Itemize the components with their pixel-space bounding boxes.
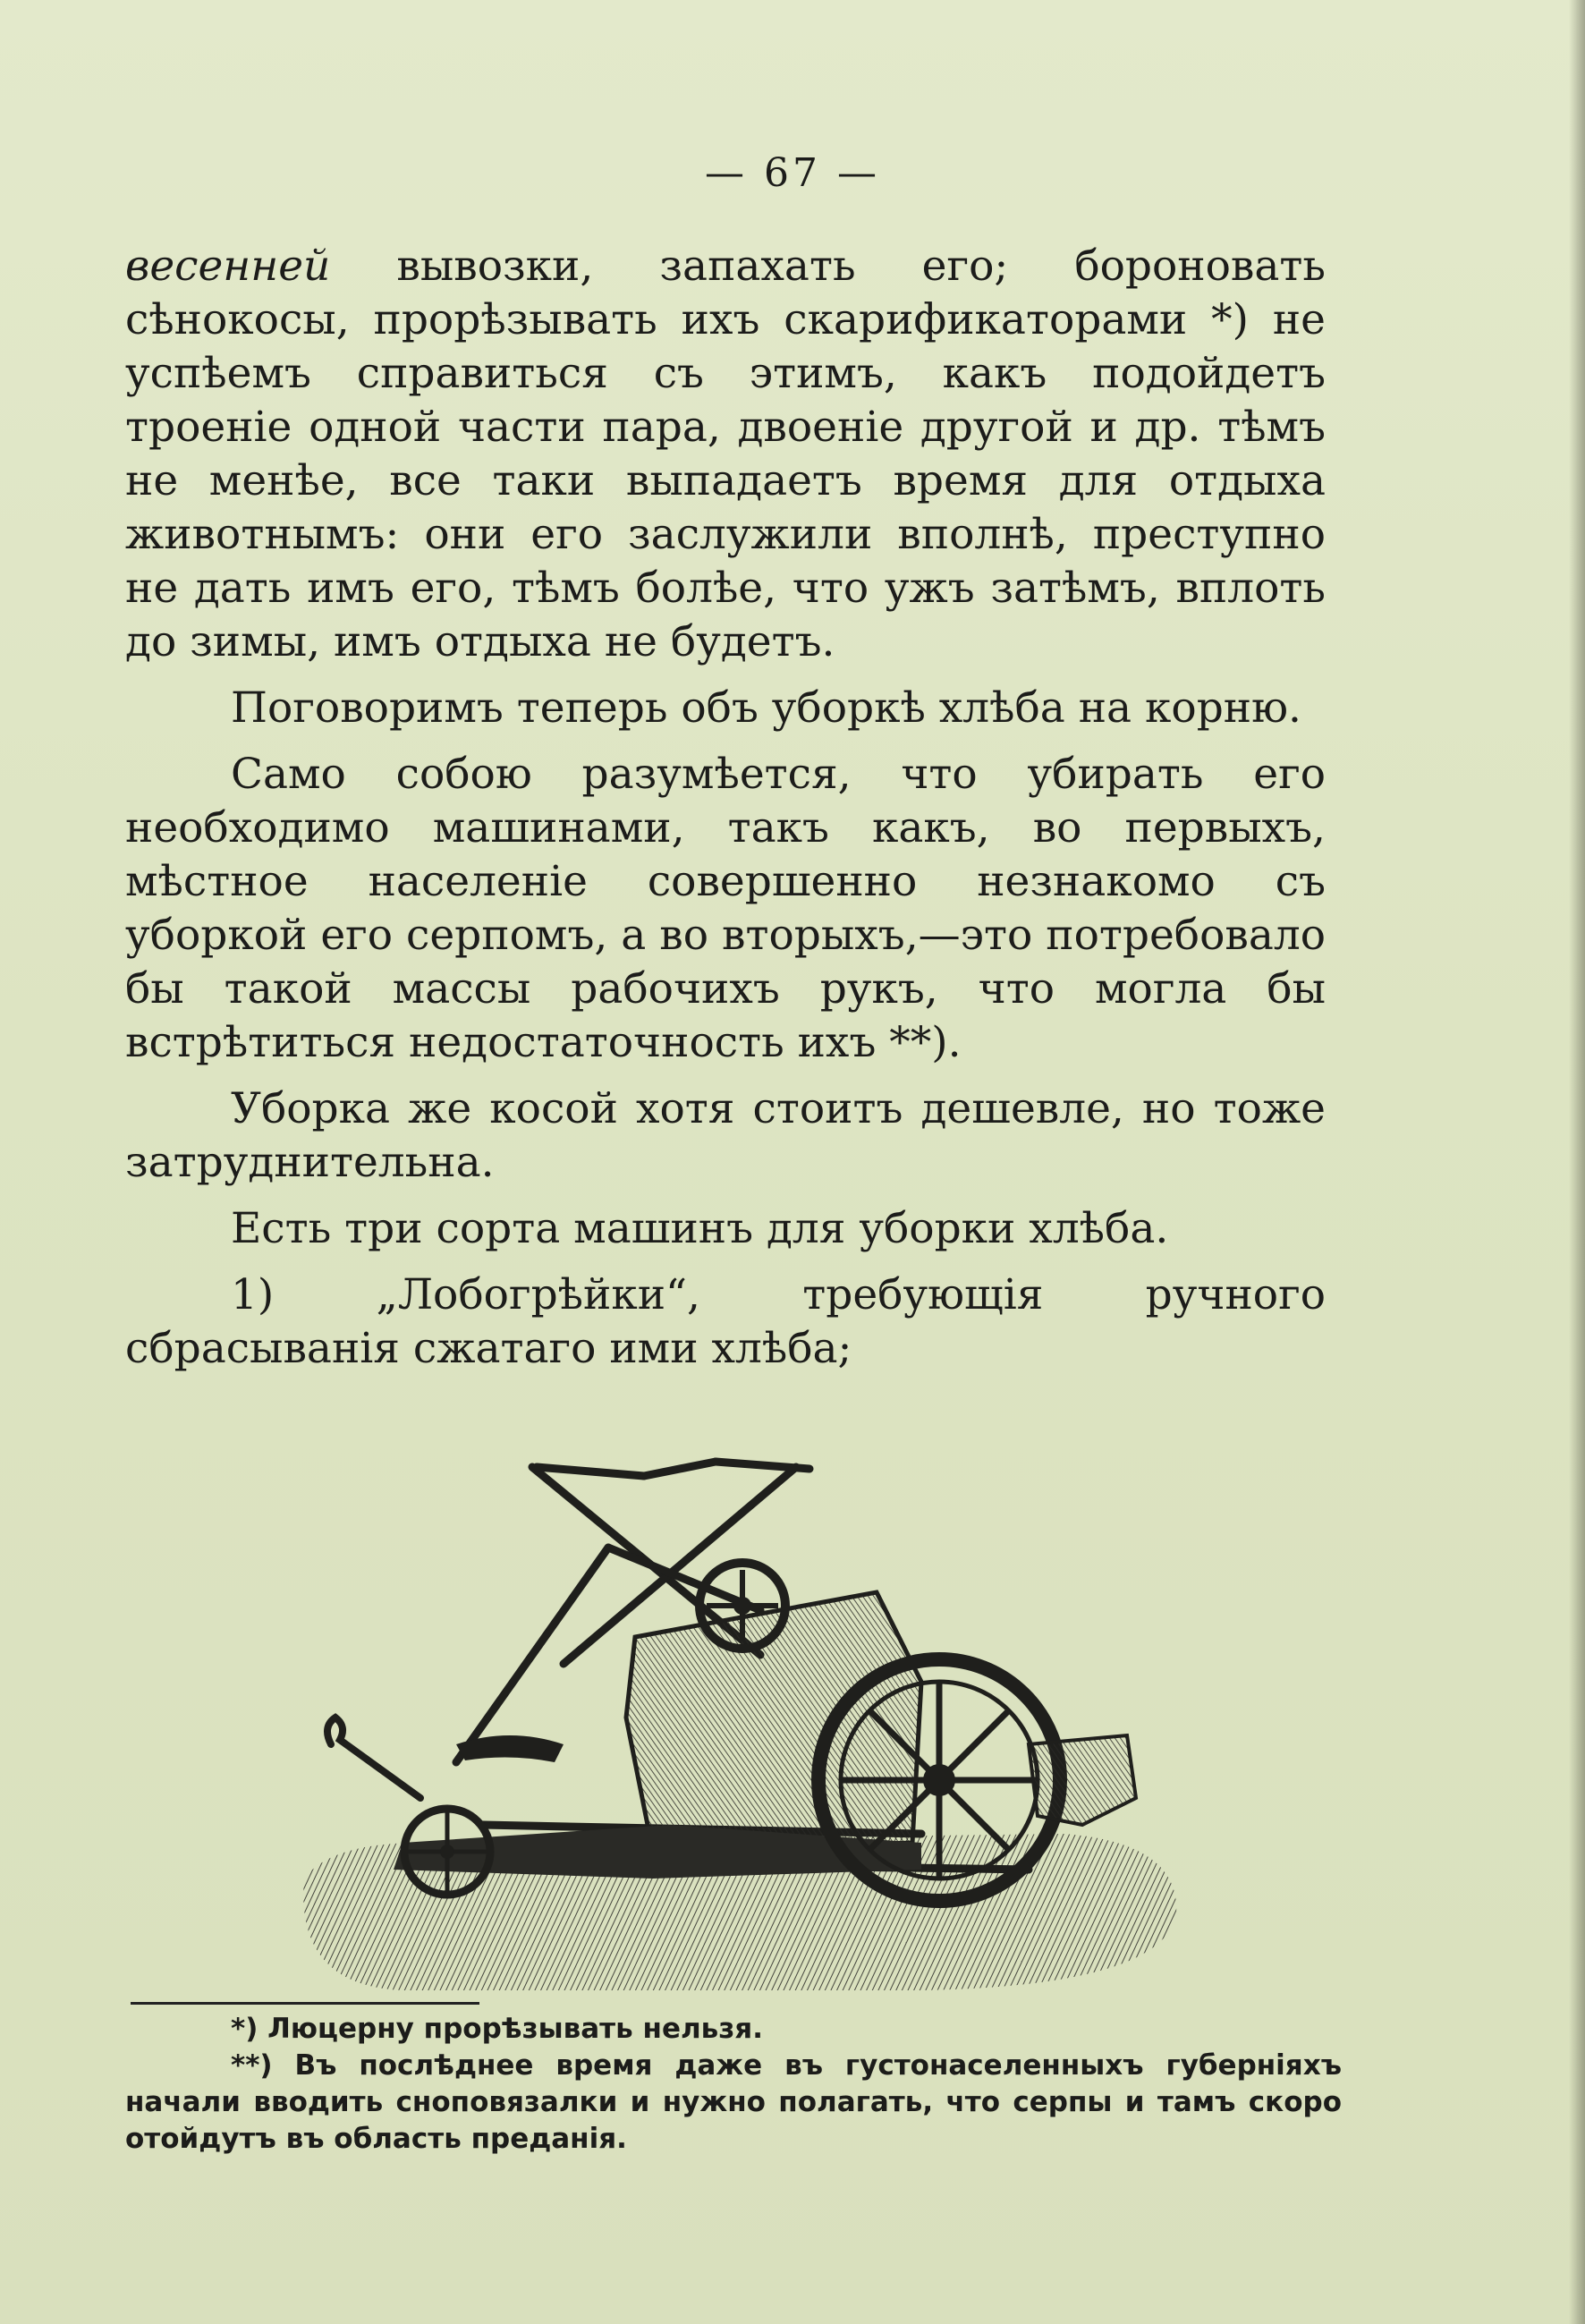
footnote-separator	[131, 2002, 479, 2005]
paragraph-1-italic-lead: весенней	[125, 242, 331, 291]
reaper-illustration	[295, 1449, 1190, 1995]
paragraph-1-text: вывозки, запахать его; бороновать сѣнокосы, прорѣзывать ихъ скарификаторами *) не успѣемъ справиться съ этимъ, какъ подойдетъ троеніе одной части пара, двоеніе другой и др. тѣмъ не менѣе, все таки выпадаетъ время для отдыха животнымъ: они его заслужили вполнѣ, преступно не дать имъ его, тѣмъ болѣе, что ужъ затѣмъ, вплоть до зимы, имъ отдыха не будетъ.	[125, 242, 1326, 666]
body-text	[125, 240, 1326, 1388]
rear-fixture	[1029, 1735, 1136, 1825]
gear-wheel	[699, 1563, 785, 1649]
paragraph-3: Само собою разумѣется, что убирать его необходимо машинами, такъ какъ, во первыхъ, мѣстное населеніе совершенно незнакомо съ уборкой его серпомъ, а во вторыхъ,—это потребовало бы такой массы рабочихъ рукъ, что могла бы встрѣтиться недостаточность ихъ **).	[125, 750, 1326, 1067]
footnote-1: *) Люцерну прорѣзывать нельзя.	[231, 2013, 763, 2045]
paragraph-6: 1) „Лобогрѣйки“, требующія ручного сбрасыванія сжатаго ими хлѣба;	[125, 1270, 1326, 1373]
paragraph-1	[125, 240, 1326, 669]
paragraph-2: Поговоримъ теперь объ уборкѣ хлѣба на корню.	[231, 683, 1301, 733]
footnotes	[125, 2011, 1342, 2158]
draw-pole	[327, 1718, 420, 1798]
main-drive-wheel	[818, 1659, 1060, 1901]
footnote-2: **) Въ послѣднее время даже въ густонаселенныхъ губерніяхъ начали вводить сноповязалки и нужно полагать, что серпы и тамъ скоро отойдутъ въ область преданія.	[125, 2049, 1342, 2155]
front-wheel	[404, 1809, 490, 1895]
paragraph-5: Есть три сорта машинъ для уборки хлѣба.	[231, 1204, 1169, 1253]
paragraph-4: Уборка же косой хотя стоитъ дешевле, но тоже затруднительна.	[125, 1084, 1326, 1187]
page-number: — 67 —	[705, 150, 880, 196]
